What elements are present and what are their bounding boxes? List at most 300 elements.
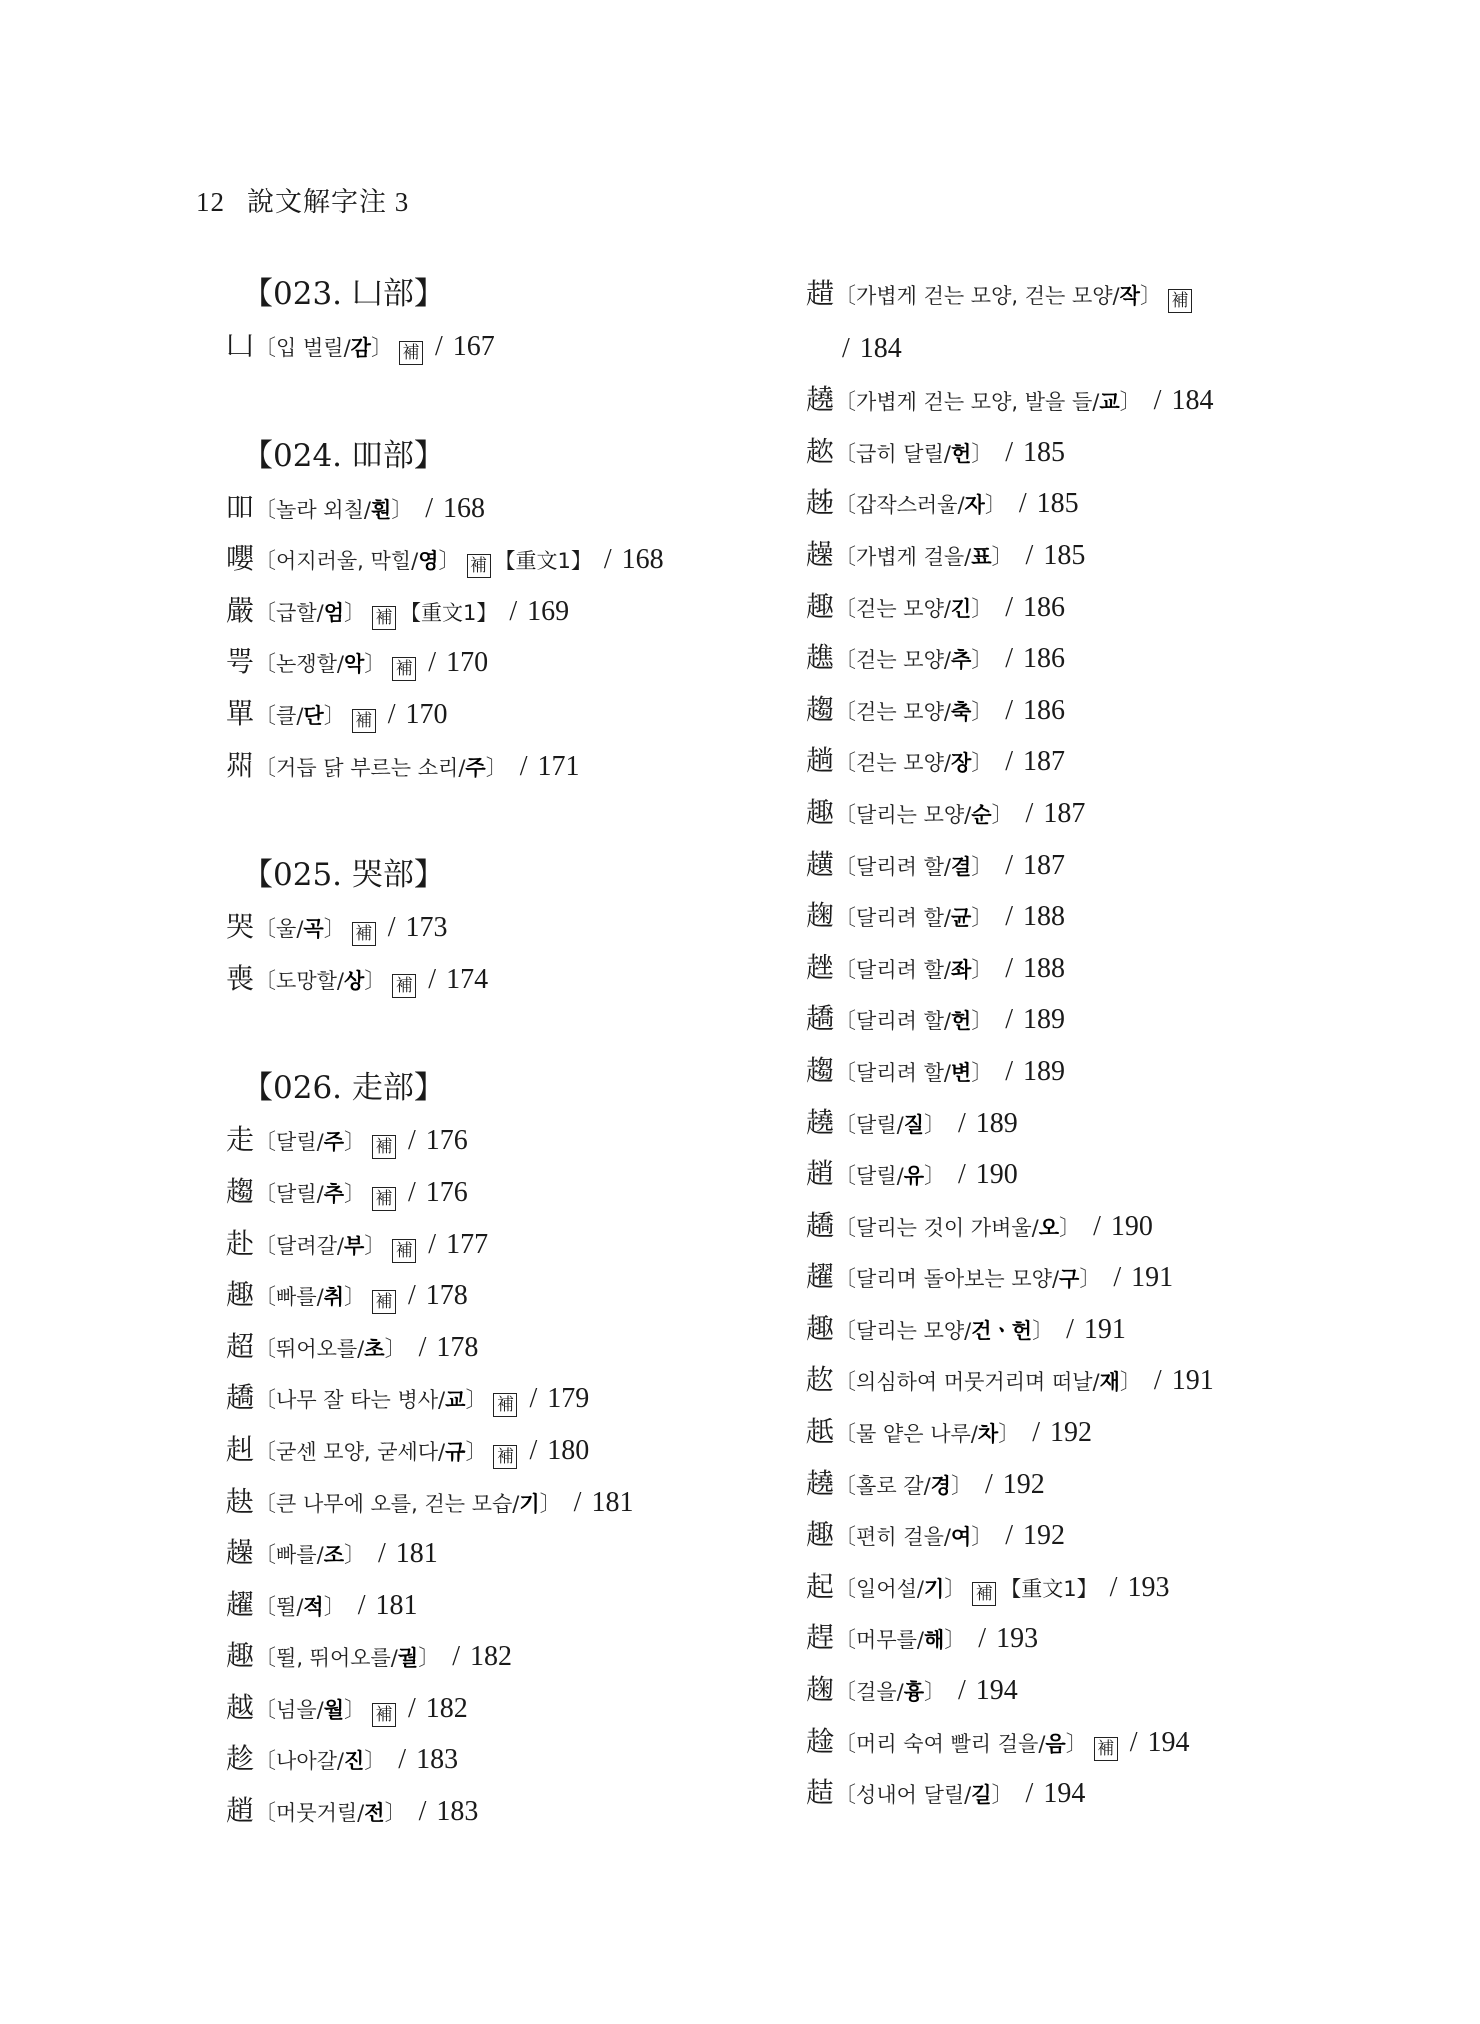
gloss-reading: 엄 [323,600,344,625]
index-entry [226,953,786,1005]
gloss-meaning: 울/ [276,917,304,942]
gloss [856,1422,998,1446]
index-entry [806,1045,1466,1097]
gloss-reading: 건ㆍ헌 [971,1318,1033,1343]
supplement-mark-icon: 補 [372,1187,396,1211]
gloss [856,1680,924,1704]
gloss-meaning: 성내어 달릴/ [856,1783,972,1808]
slash-separator: / [1005,1055,1014,1087]
page-reference [517,1383,589,1414]
slash-separator: / [1153,1365,1162,1397]
page-reference [1101,1262,1173,1293]
gloss-reading: 여 [950,1525,972,1550]
gloss-meaning: 달리는 모양/ [856,802,972,827]
index-entry [226,1218,786,1270]
slash-separator: / [1066,1313,1074,1345]
gloss-reading: 흉 [903,1680,924,1705]
gloss [856,648,971,672]
section-title: 【024. 吅部】 [242,437,445,474]
gloss-meaning: 달리려 할/ [856,957,951,982]
slash-separator: / [378,1538,386,1570]
page-ref-number: 181 [395,1538,438,1570]
bracket-close: 〕 [343,1285,366,1311]
bracket-open: 〔 [254,1646,277,1672]
bracket-close: 〕 [1079,1267,1102,1293]
page-reference [413,493,485,524]
bracket-close: 〕 [323,917,346,943]
bracket-open: 〔 [254,703,277,729]
gloss [856,1370,1120,1394]
gloss-reading: 조 [323,1543,344,1568]
bracket-open: 〔 [834,1267,857,1293]
bracket-open: 〔 [254,1749,277,1775]
index-entry [806,1458,1466,1510]
headword-character: 趬 [806,1466,835,1500]
index-entry [226,1372,786,1424]
slash-separator: / [958,1675,966,1707]
bracket-open: 〔 [254,1336,277,1362]
page-ref-number: 192 [1049,1417,1092,1449]
gloss-meaning: 갑작스러울/ [856,493,965,518]
gloss-meaning: 나아갈/ [276,1749,344,1774]
page-reference [366,1538,438,1569]
page-ref-number: 176 [425,1176,468,1208]
index-entry [806,890,1466,942]
page-reference [993,953,1065,984]
index-entry [806,1561,1466,1613]
gloss-reading: 진 [343,1749,365,1774]
page-ref-number: 169 [527,595,570,627]
gloss-reading: 초 [364,1336,385,1361]
gloss [276,498,391,522]
page-ref-number: 176 [425,1125,468,1157]
gloss-meaning: 달리려 할/ [856,1060,951,1085]
gloss-reading: 음 [1045,1731,1066,1756]
page-ref-number: 189 [1023,1004,1066,1036]
gloss [856,1577,944,1601]
page-ref-number: 183 [436,1796,479,1828]
slash-separator: / [1005,436,1014,468]
page-reference [376,699,448,730]
page-reference [1118,1727,1190,1758]
page-ref-number: 191 [1131,1262,1174,1294]
bracket-open: 〔 [254,1285,277,1311]
bracket-close: 〕 [944,1576,967,1602]
bracket-open: 〔 [834,699,857,725]
gloss-meaning: 달릴/ [276,1181,324,1206]
headword-character: 超 [226,1329,255,1363]
gloss-reading: 교 [445,1388,466,1413]
page-reference [440,1641,512,1672]
supplement-mark-icon: 補 [399,341,423,365]
headword-character: 吅 [226,490,255,524]
index-entry [806,529,1466,581]
bracket-close: 〕 [1119,390,1142,416]
headword-character: 趨 [806,692,835,726]
index-entry [806,1664,1466,1716]
gloss-meaning: 넘을/ [276,1697,324,1722]
page-reference [396,1280,468,1311]
bracket-open: 〔 [834,544,857,570]
gloss-reading: 축 [950,699,972,724]
bracket-close: 〕 [1119,1370,1142,1396]
index-entry [806,735,1466,787]
headword-character: 趜 [806,1673,835,1707]
bracket-open: 〔 [834,441,857,467]
index-entry [226,901,786,953]
page-reference [1014,540,1086,571]
bracket-close: 〕 [991,1783,1014,1809]
headword-character: 趕 [806,1621,835,1655]
gloss-meaning: 급히 달릴/ [856,441,951,466]
gloss-meaning: 가볍게 걸을/ [856,544,972,569]
index-entry [806,1509,1466,1561]
slash-separator: / [1005,1004,1014,1036]
section-title: 【023. 凵部】 [242,276,445,312]
page-reference [416,964,488,995]
bracket-close: 〕 [343,600,366,626]
slash-separator: / [984,1468,993,1500]
gloss-meaning: 걷는 모양/ [856,596,951,621]
gloss [856,1783,991,1807]
headword-character: 趙 [226,1794,255,1828]
slash-separator: / [1025,539,1034,571]
supplement-mark-icon: 補 [972,1582,996,1606]
headword-character: 嚶 [226,542,255,576]
page-ref-number: 186 [1023,643,1066,675]
bracket-open: 〔 [834,493,857,519]
bracket-close: 〕 [971,441,994,467]
slash-separator: / [408,1176,416,1208]
headword-character: 趬 [806,383,835,417]
page-reference [416,1229,488,1260]
gloss-meaning: 편히 걸을/ [856,1525,951,1550]
gloss-reading: 취 [323,1285,344,1310]
supplement-mark-icon: 補 [372,1703,396,1727]
radical-section [226,430,786,792]
page-number: 12 [196,187,225,217]
chongwen-note: 【重文1】 [494,549,592,574]
gloss-reading: 구 [1059,1267,1080,1292]
gloss-meaning: 의심하여 머뭇거리며 떠날/ [856,1370,1100,1395]
slash-separator: / [1005,901,1014,933]
gloss [276,1182,344,1206]
page-ref-number: 180 [547,1434,590,1466]
page-reference [973,1469,1045,1500]
slash-separator: / [1025,1778,1034,1810]
page-ref-number: 178 [436,1331,479,1363]
gloss [856,1319,1032,1343]
gloss-meaning: 달릴/ [856,1112,904,1137]
page-ref-number: 167 [452,331,495,362]
page-reference [346,1590,418,1621]
supplement-mark-icon: 補 [352,709,376,733]
supplement-mark-icon: 補 [392,657,416,681]
gloss-reading: 규 [445,1439,466,1464]
bracket-close: 〕 [364,652,387,678]
gloss-reading: 월 [323,1697,344,1722]
slash-separator: / [1005,694,1014,726]
bracket-open: 〔 [834,1009,857,1035]
bracket-open: 〔 [834,596,857,622]
page-reference [946,1159,1018,1190]
page-reference [1142,1365,1214,1396]
bracket-close: 〕 [971,751,994,777]
headword-character: 趣 [226,1278,255,1312]
headword-character: 赽 [226,1484,255,1518]
gloss [276,1492,540,1516]
gloss-reading: 영 [418,549,439,574]
page-ref-number: 192 [1002,1468,1045,1500]
supplement-mark-icon: 補 [1168,289,1192,313]
headword-character: 趮 [226,1536,255,1570]
gloss [276,1337,385,1361]
page-reference [416,647,488,678]
page-reference [396,1693,468,1724]
page-reference [1081,1211,1153,1242]
right-column [806,268,1466,1819]
index-entry [226,1527,786,1579]
bracket-open: 〔 [834,906,857,932]
index-entry [806,1612,1466,1664]
page-reference [946,1108,1018,1139]
index-entry [226,1166,786,1218]
page-ref-number: 185 [1023,436,1066,468]
gloss-reading: 순 [971,802,992,827]
gloss-meaning: 입 벌릴/ [276,336,351,360]
slash-separator: / [1109,1571,1118,1603]
page-ref-number: 187 [1023,849,1066,881]
bracket-open: 〔 [834,1318,857,1344]
slash-separator: / [1032,1417,1040,1449]
gloss-meaning: 달리려 할/ [856,1009,951,1034]
gloss-meaning: 달리며 돌아보는 모양/ [856,1267,1060,1292]
gloss [276,549,438,573]
bracket-close: 〕 [991,544,1014,570]
gloss-meaning: 큰 나무에 오를, 걷는 모습/ [276,1491,520,1516]
bracket-open: 〔 [254,1594,277,1620]
gloss-reading: 긴 [950,596,972,621]
gloss [276,1801,385,1825]
page-ref-number: 168 [621,544,664,576]
index-entry [806,632,1466,684]
gloss [276,1285,344,1309]
running-header [196,180,409,219]
bracket-close: 〕 [364,1749,387,1775]
bracket-open: 〔 [834,751,857,777]
index-entry [806,581,1466,633]
index-entry [226,1682,786,1734]
headword-character: 趑 [806,434,835,468]
gloss-meaning: 걷는 모양/ [856,648,951,673]
bracket-open: 〔 [834,1215,857,1241]
gloss [276,1749,364,1773]
gloss-reading: 헌 [950,441,972,466]
gloss-meaning: 가볍게 걷는 모양, 걷는 모양/ [856,284,1120,308]
bracket-close: 〕 [370,336,393,361]
index-entry [226,1630,786,1682]
bracket-close: 〕 [384,1801,407,1827]
slash-separator: / [573,1486,582,1518]
chongwen-note: 【重文1】 [400,600,498,625]
bracket-close: 〕 [971,1525,994,1551]
bracket-open: 〔 [834,1783,857,1809]
slash-separator: / [842,332,850,364]
page-reference [966,1623,1038,1654]
headword-character: 趞 [806,277,835,310]
gloss [856,390,1120,414]
index-entry [806,1406,1466,1458]
page-ref-number: 188 [1023,952,1066,984]
page-reference [993,437,1065,468]
bracket-close: 〕 [971,699,994,725]
page-ref-number: 193 [1127,1571,1170,1603]
section-title: 【025. 哭部】 [242,857,445,894]
page-reference [407,1796,479,1827]
gloss-reading: 유 [903,1164,924,1189]
gloss-meaning: 나무 잘 타는 병사/ [276,1388,446,1413]
gloss-reading: 질 [903,1112,924,1137]
slash-separator: / [1005,952,1014,984]
slash-separator: / [357,1589,366,1621]
page-ref-number: 177 [446,1228,489,1260]
bracket-close: 〕 [418,1646,441,1672]
gloss-meaning: 달리는 모양/ [856,1318,972,1343]
page-reference [592,544,664,575]
headword-character: 凵 [226,329,255,362]
index-entry [806,1716,1466,1768]
index-entry [226,1579,786,1631]
index-entry [226,320,786,372]
page-reference [396,1125,468,1156]
gloss-reading: 길 [971,1783,992,1808]
bracket-open: 〔 [254,1233,277,1259]
slash-separator: / [434,331,443,362]
gloss-reading: 단 [303,703,324,728]
gloss-meaning: 뛸/ [276,1594,304,1619]
slash-separator: / [418,1796,427,1828]
gloss-meaning: 머무를/ [856,1628,924,1653]
page-reference [396,1177,468,1208]
page-ref-number: 170 [446,647,489,679]
gloss-reading: 결 [950,854,972,879]
left-column [226,268,786,1895]
gloss-reading: 좌 [950,957,972,982]
index-entry [226,482,786,534]
bracket-close: 〕 [998,1422,1021,1448]
page-reference [423,331,495,362]
gloss-reading: 곡 [303,917,324,942]
bracket-close: 〕 [465,1439,488,1465]
headword-character: 單 [226,696,255,730]
gloss-reading: 교 [1099,390,1120,415]
slash-separator: / [1005,849,1014,881]
gloss [276,1646,418,1670]
gloss-reading: 추 [323,1181,344,1206]
bracket-open: 〔 [254,1130,277,1156]
supplement-mark-icon: 補 [372,606,396,630]
slash-separator: / [428,1228,437,1260]
page-ref-number: 194 [975,1675,1018,1707]
page-ref-number: 184 [1171,385,1214,417]
index-entry [806,1354,1466,1406]
headword-character: 趬 [806,1105,835,1139]
page-reference [1098,1572,1170,1603]
headword-character: 趖 [806,950,835,984]
gloss-meaning: 클/ [276,703,304,728]
page-ref-number: 188 [1023,901,1066,933]
page-reference [806,323,1466,375]
gloss-reading: 상 [343,968,365,993]
page-reference [407,1332,479,1363]
gloss [856,545,991,569]
bracket-open: 〔 [254,1543,277,1569]
gloss [856,1009,971,1033]
index-entry [806,1097,1466,1149]
bracket-open: 〔 [254,1801,277,1827]
supplement-mark-icon: 補 [493,1393,517,1417]
page-ref-number: 194 [1147,1726,1190,1758]
slash-separator: / [428,963,437,995]
gloss-meaning: 머뭇거릴/ [276,1801,365,1826]
slash-separator: / [398,1744,407,1776]
bracket-close: 〕 [364,968,387,994]
page-ref-number: 191 [1171,1365,1214,1397]
index-entry [806,374,1466,426]
supplement-mark-icon: 補 [392,974,416,998]
index-entry [806,1200,1466,1252]
bracket-close: 〕 [343,1697,366,1723]
page-ref-number: 194 [1043,1778,1086,1810]
radical-section [226,1062,786,1836]
bracket-close: 〕 [1065,1731,1088,1757]
slash-separator: / [428,647,437,679]
gloss [856,1628,944,1652]
gloss-meaning: 논쟁할/ [276,652,344,677]
gloss [856,1267,1079,1291]
headword-character: 趛 [806,1724,835,1758]
bracket-open: 〔 [254,1697,277,1723]
gloss [276,969,364,993]
gloss [276,1595,324,1619]
page-ref-number: 168 [443,492,486,524]
page-ref-number: 170 [405,698,448,730]
headword-character: 趮 [806,537,835,571]
gloss-meaning: 달려갈/ [276,1233,344,1258]
gloss [276,652,364,676]
headword-character: 咢 [226,645,255,679]
gloss-meaning: 거듭 닭 부르는 소리/ [276,755,466,780]
slash-separator: / [425,492,434,524]
gloss [856,1474,951,1498]
gloss-reading: 악 [343,652,365,677]
headword-character: 走 [226,1123,255,1157]
gloss-reading: 기 [519,1491,540,1516]
bracket-open: 〔 [254,600,277,626]
gloss [856,284,1140,308]
bracket-close: 〕 [485,755,508,781]
index-entry [226,1321,786,1373]
bracket-close: 〕 [1059,1215,1082,1241]
index-entry [226,1476,786,1528]
page-reference [993,1056,1065,1087]
page-reference [993,850,1065,881]
gloss [276,704,324,728]
gloss-meaning: 달리는 것이 가벼울/ [856,1215,1039,1240]
gloss [856,1113,924,1137]
bracket-open: 〔 [254,1181,277,1207]
gloss [276,1388,465,1412]
